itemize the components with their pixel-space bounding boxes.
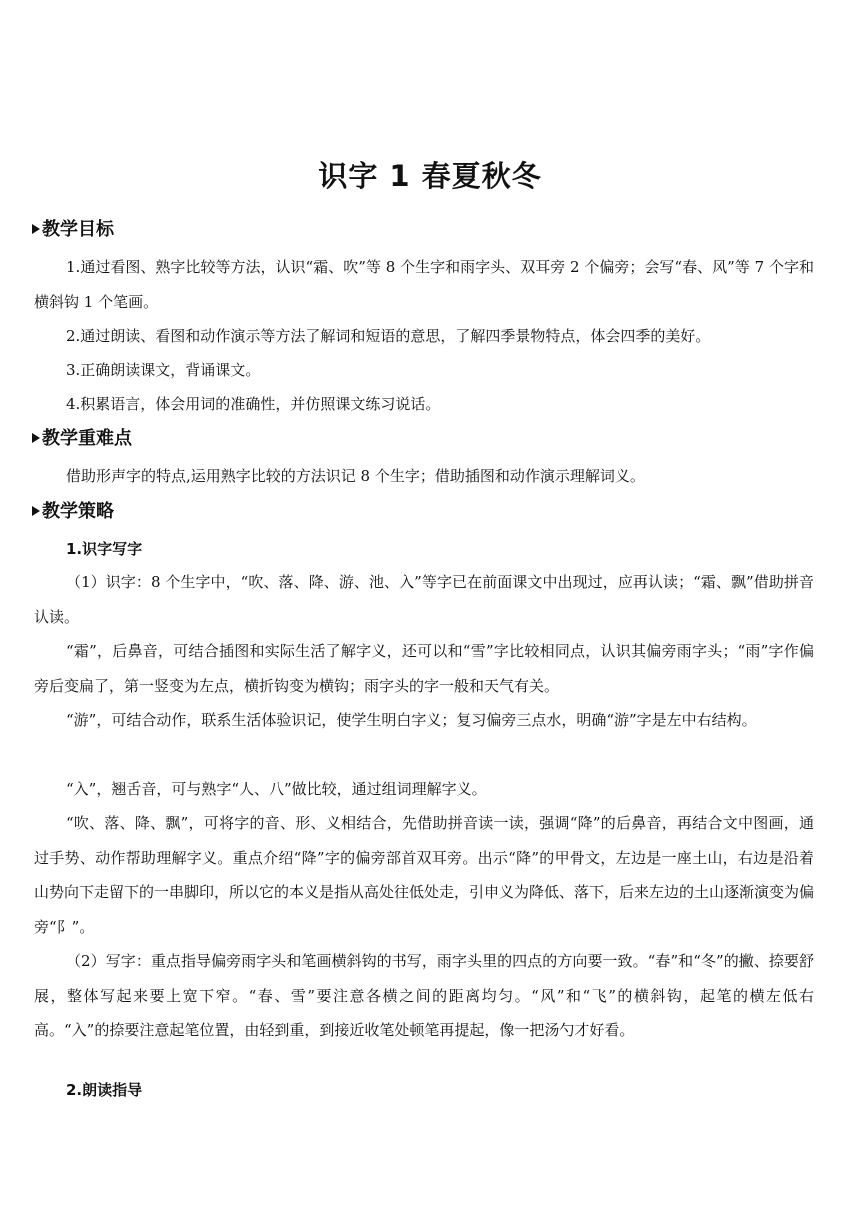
goal-item-3: 3.正确朗读课文，背诵课文。: [66, 361, 261, 379]
strategy-paragraph-6: （2）写字：重点指导偏旁雨字头和笔画横斜钩的书写，雨字头里的四点的方向要一致。“春”和“冬”的撇、捺要舒展，整体写起来要上宽下窄。“春、雪”要注意各横之间的距离均匀。“风”和“飞”的横斜钩，起笔的横左低右高。“入”的捺要注意起笔位置，由轻到重，到接近收笔处顿笔再提起，像一把汤勺才好看。: [34, 952, 814, 1039]
heading-text: 教学策略: [42, 501, 114, 522]
subheading-reading-guidance: 2.朗读指导: [66, 1081, 143, 1099]
section-heading-key-points: [32, 426, 132, 452]
strategy-paragraph-1: （1）识字：8 个生字中，“吹、落、降、游、池、入”等字已在前面课文中出现过，应再认读；“霜、飘”借助拼音认读。: [34, 573, 814, 626]
strategy-paragraph-3: “游”，可结合动作，联系生活体验识记，使学生明白字义；复习偏旁三点水，明确“游”字是左中右结构。: [66, 711, 757, 729]
strategy-paragraph-4: “入”，翘舌音，可与熟字“人、八”做比较，通过组词理解字义。: [66, 780, 487, 798]
page-title: 识字 1 春夏秋冬: [318, 159, 542, 193]
triangle-bullet-icon: [32, 224, 40, 234]
section-heading-strategy: [32, 499, 114, 525]
subheading-literacy-writing: 1.识字写字: [66, 540, 143, 558]
goal-item-2: 2.通过朗读、看图和动作演示等方法了解词和短语的意思，了解四季景物特点，体会四季的美好。: [66, 327, 711, 345]
section-heading-goals: [32, 217, 114, 243]
triangle-bullet-icon: [32, 506, 40, 516]
strategy-paragraph-5: “吹、落、降、飘”，可将字的音、形、义相结合，先借助拼音读一读，强调“降”的后鼻音，再结合文中图画，通过手势、动作帮助理解字义。重点介绍“降”字的偏旁部首双耳旁。出示“降”的甲骨文，左边是一座土山，右边是沿着山势向下走留下的一串脚印，所以它的本义是指从高处往低处走，引申义为降低、落下，后来左边的土山逐渐演变为偏旁“阝”。: [34, 814, 815, 936]
goal-item-4: 4.积累语言，体会用词的准确性，并仿照课文练习说话。: [66, 395, 441, 413]
key-points-text: 借助形声字的特点,运用熟字比较的方法识记 8 个生字；借助插图和动作演示理解词义。: [66, 467, 645, 485]
heading-text: 教学重难点: [42, 428, 132, 449]
strategy-paragraph-2: “霜”，后鼻音，可结合插图和实际生活了解字义，还可以和“雪”字比较相同点，认识其偏旁雨字头；“雨”字作偏旁后变扁了，第一竖变为左点，横折钩变为横钩；雨字头的字一般和天气有关。: [34, 642, 814, 695]
heading-text: 教学目标: [42, 219, 114, 240]
triangle-bullet-icon: [32, 433, 40, 443]
goal-item-1: 1.通过看图、熟字比较等方法，认识“霜、吹”等 8 个生字和雨字头、双耳旁 2 个偏旁；会写“春、风”等 7 个字和横斜钩 1 个笔画。: [34, 258, 814, 311]
